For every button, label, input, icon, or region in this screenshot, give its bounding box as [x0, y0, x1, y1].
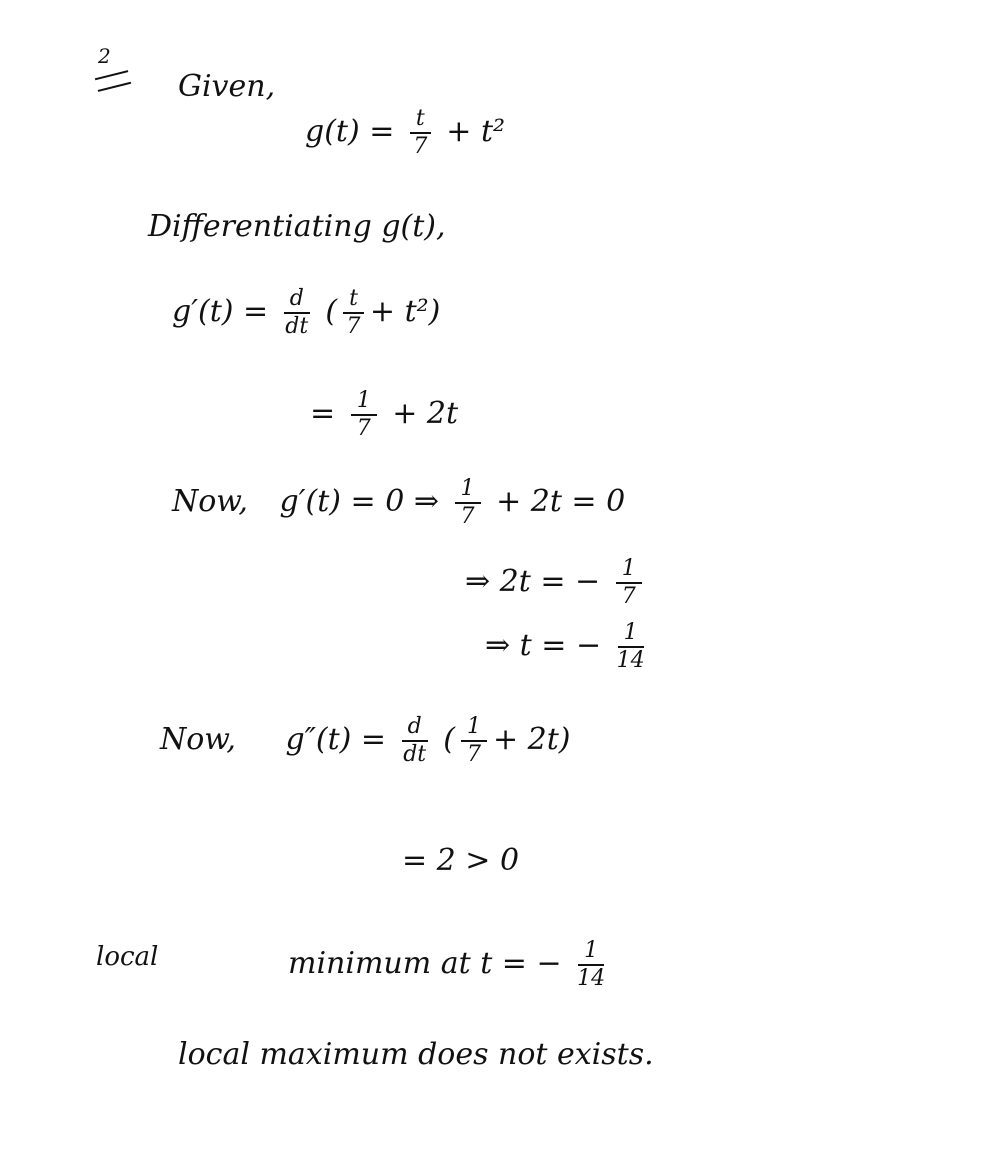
second-derivative-line: [160, 716, 571, 766]
fraction-numerator: 1: [461, 716, 487, 742]
critical-rest: + 2t = 0: [496, 484, 626, 519]
fraction-numerator: 1: [455, 478, 481, 504]
fraction-denominator: 7: [356, 416, 371, 441]
critical-equation: g′(t) = 0 ⇒: [279, 484, 439, 519]
second-derivative-result: = 2 > 0: [402, 843, 520, 878]
now-label: Now,: [172, 484, 248, 519]
given-label: Given,: [178, 69, 276, 104]
derivative-lhs: g′(t) =: [172, 294, 269, 329]
step-three-lhs: ⇒ t = −: [485, 628, 602, 663]
derivative-close: + t²): [369, 294, 441, 329]
d-denominator: dt: [403, 742, 427, 767]
d-numerator: d: [284, 288, 310, 314]
d-denominator: dt: [285, 314, 309, 339]
minimum-text: minimum at t = −: [288, 946, 562, 981]
fraction-denominator: 7: [413, 134, 428, 159]
critical-fraction: [455, 478, 481, 528]
open-paren: (: [325, 294, 338, 329]
fraction-denominator: 14: [577, 966, 606, 991]
differentiating-label: Differentiating g(t),: [148, 209, 446, 244]
derivative-fraction: [343, 288, 364, 338]
fraction-denominator: 7: [466, 742, 481, 767]
fraction-denominator: 7: [460, 504, 475, 529]
critical-point-line: [172, 478, 625, 528]
step-two-fraction: [616, 558, 642, 608]
question-number: 2: [98, 44, 111, 68]
step-three-fraction: [617, 622, 645, 672]
function-rest: + t²: [446, 114, 506, 149]
step-two-lhs: ⇒ 2t = −: [465, 564, 601, 599]
question-number-underline: [95, 70, 131, 92]
result-rest: + 2t: [392, 396, 459, 431]
function-fraction: [410, 108, 431, 158]
fraction-numerator: t: [410, 108, 431, 134]
d-numerator: d: [402, 716, 428, 742]
second-derivative-close: + 2t): [492, 722, 571, 757]
second-derivative-lhs: g″(t) =: [285, 722, 387, 757]
fraction-denominator: 7: [346, 314, 361, 339]
fraction-numerator: 1: [616, 558, 642, 584]
local-label: local: [96, 942, 159, 972]
d-dt-operator: [284, 288, 310, 338]
derivative-line: [172, 288, 440, 338]
now-label: Now,: [160, 722, 236, 757]
second-derivative-fraction: [461, 716, 487, 766]
function-definition: [305, 108, 505, 158]
equals-sign: =: [310, 396, 336, 431]
derivative-result: [310, 390, 458, 440]
fraction-denominator: 7: [621, 584, 636, 609]
d-dt-operator: [402, 716, 428, 766]
fraction-numerator: 1: [351, 390, 377, 416]
fraction-numerator: 1: [578, 940, 604, 966]
fraction-numerator: t: [343, 288, 364, 314]
minimum-conclusion: [288, 940, 611, 990]
step-three-line: [485, 622, 651, 672]
fraction-numerator: 1: [618, 622, 644, 648]
fraction-denominator: 14: [616, 648, 645, 673]
result-fraction: [351, 390, 377, 440]
maximum-conclusion: local maximum does not exists.: [178, 1037, 654, 1072]
step-two-line: [465, 558, 648, 608]
open-paren: (: [443, 722, 455, 757]
minimum-fraction: [577, 940, 605, 990]
function-lhs: g(t) =: [305, 114, 395, 149]
